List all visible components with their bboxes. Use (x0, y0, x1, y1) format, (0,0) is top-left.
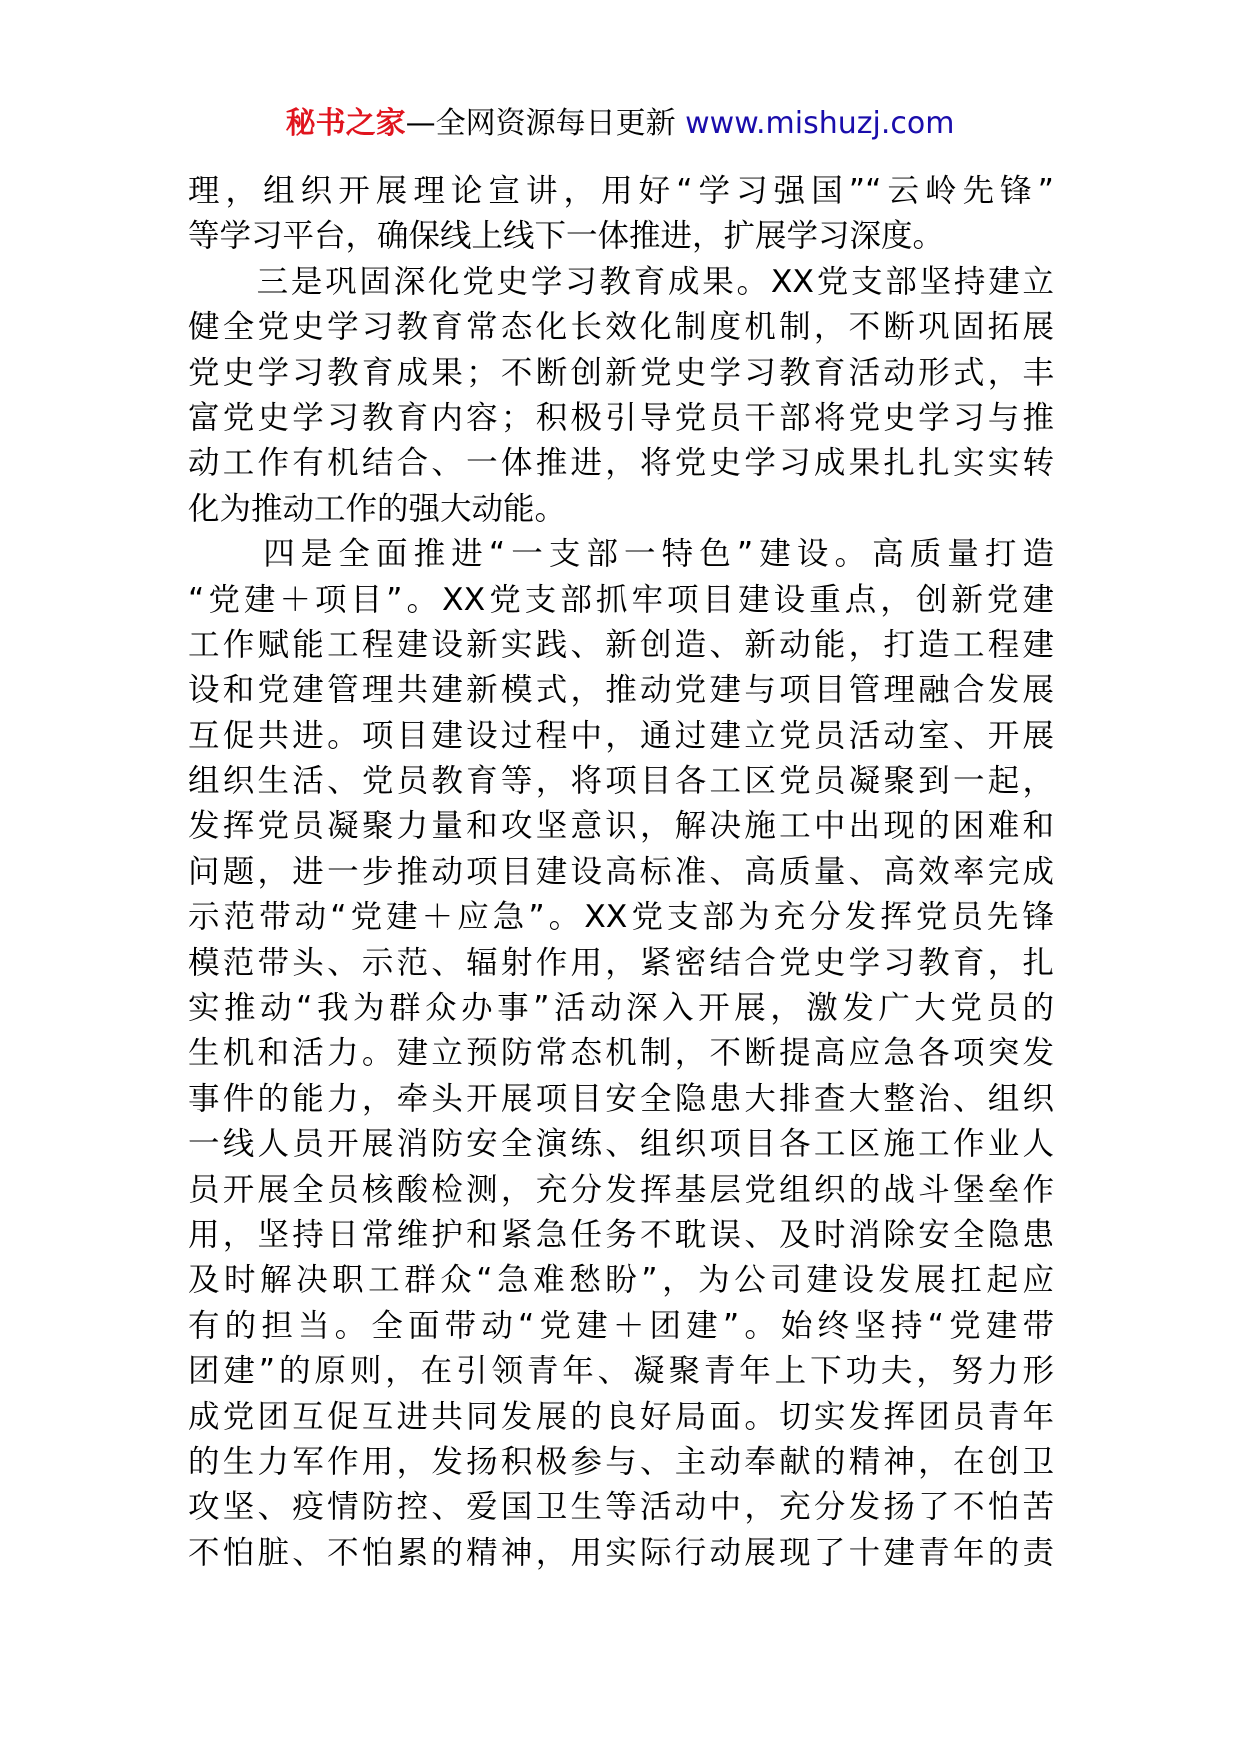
text-line: 模范带头、示范、辐射作用，紧密结合党史学习教育，扎 (188, 944, 1054, 981)
text-line: 问题，进一步推动项目建设高标准、高质量、高效率完成 (188, 853, 1054, 890)
text-line: 生机和活力。建立预防常态机制，不断提高应急各项突发 (188, 1035, 1054, 1072)
text-line: 化为推动工作的强大动能。 (188, 490, 567, 527)
text-line: 示范带动“党建＋应急”。XX党支部为充分发挥党员先锋 (188, 899, 1054, 936)
text-line: 党史学习教育成果；不断创新党史学习教育活动形式，丰 (188, 354, 1054, 391)
text-line: 富党史学习教育内容；积极引导党员干部将党史学习与推 (188, 399, 1054, 436)
text-line: 等学习平台，确保线上线下一体推进，扩展学习深度。 (188, 218, 945, 255)
text-line: 事件的能力，牵头开展项目安全隐患大排查大整治、组织 (188, 1080, 1054, 1117)
document-body (188, 169, 1054, 1576)
text-line: 工作赋能工程建设新实践、新创造、新动能，打造工程建 (188, 626, 1054, 663)
text-line: 不怕脏、不怕累的精神，用实际行动展现了十建青年的责 (188, 1534, 1054, 1571)
text-line: 有的担当。全面带动“党建＋团建”。始终坚持“党建带 (188, 1307, 1054, 1344)
text-line: 团建”的原则，在引领青年、凝聚青年上下功夫，努力形 (188, 1353, 1054, 1390)
text-line: 成党团互促互进共同发展的良好局面。切实发挥团员青年 (188, 1398, 1054, 1435)
site-brand: 秘书之家 (285, 106, 406, 141)
text-line: 发挥党员凝聚力量和攻坚意识，解决施工中出现的困难和 (188, 808, 1054, 845)
text-line: 互促共进。项目建设过程中，通过建立党员活动室、开展 (188, 717, 1054, 754)
text-line: 及时解决职工群众“急难愁盼”，为公司建设发展扛起应 (188, 1262, 1054, 1299)
text-line: 三是巩固深化党史学习教育成果。XX党支部坚持建立 (188, 263, 1054, 300)
text-line: 组织生活、党员教育等，将项目各工区党员凝聚到一起， (188, 763, 1054, 800)
text-line: 的生力军作用，发扬积极参与、主动奉献的精神，在创卫 (188, 1443, 1054, 1480)
text-line: 动工作有机结合、一体推进，将党史学习成果扎扎实实转 (188, 445, 1054, 482)
text-line: 攻坚、疫情防控、爱国卫生等活动中，充分发扬了不怕苦 (188, 1489, 1054, 1526)
text-line: 理，组织开展理论宣讲，用好“学习强国”“云岭先锋” (188, 173, 1054, 209)
text-line: 健全党史学习教育常态化长效化制度机制，不断巩固拓展 (188, 309, 1054, 346)
text-line: 实推动“我为群众办事”活动深入开展，激发广大党员的 (188, 990, 1054, 1027)
site-slogan: —全网资源每日更新 (405, 106, 686, 141)
text-line: 用，坚持日常维护和紧急任务不耽误、及时消除安全隐患 (188, 1216, 1054, 1253)
text-line: 设和党建管理共建新模式，推动党建与项目管理融合发展 (188, 672, 1054, 709)
text-line: “党建＋项目”。XX党支部抓牢项目建设重点，创新党建 (188, 581, 1054, 618)
site-url-link[interactable]: www.mishuzj.com (685, 106, 955, 141)
text-line: 四是全面推进“一支部一特色”建设。高质量打造 (188, 536, 1054, 573)
text-line: 一线人员开展消防安全演练、组织项目各工区施工作业人 (188, 1126, 1054, 1163)
text-line: 员开展全员核酸检测，充分发挥基层党组织的战斗堡垒作 (188, 1171, 1054, 1208)
site-header (0, 100, 1240, 148)
